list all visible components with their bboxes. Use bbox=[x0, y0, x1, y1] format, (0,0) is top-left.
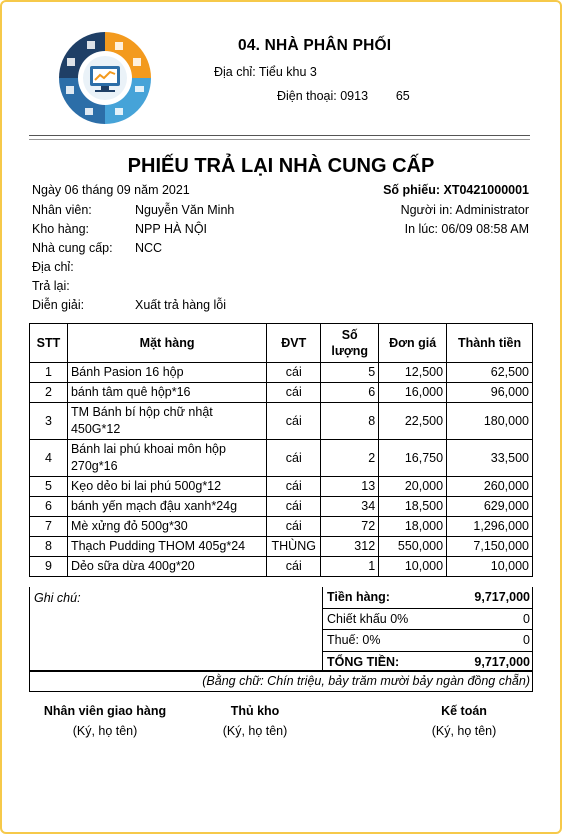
cell-qty: 312 bbox=[321, 537, 379, 557]
cell-unit: THÙNG bbox=[267, 537, 321, 557]
table-row bbox=[30, 557, 533, 577]
tax-value: 0 bbox=[523, 633, 530, 647]
summary-section bbox=[29, 587, 533, 671]
cell-qty: 8 bbox=[321, 403, 379, 440]
cell-unit: cái bbox=[267, 557, 321, 577]
table-header-row bbox=[30, 324, 533, 363]
cell-price: 18,500 bbox=[379, 497, 447, 517]
col-header-price: Đơn giá bbox=[379, 324, 447, 363]
cell-qty: 5 bbox=[321, 363, 379, 383]
grand-total-row bbox=[322, 652, 532, 673]
signature-title: Nhân viên giao hàng bbox=[43, 704, 167, 718]
cell-stt: 7 bbox=[30, 517, 68, 537]
cell-unit: cái bbox=[267, 363, 321, 383]
cell-amount: 33,500 bbox=[447, 440, 533, 477]
discount-label: Chiết khấu 0% bbox=[327, 611, 409, 626]
cell-item: Thạch Pudding THOM 405g*24 bbox=[67, 537, 266, 557]
signature-warehouse bbox=[195, 704, 315, 738]
cell-item: Dẻo sữa dừa 400g*20 bbox=[67, 557, 266, 577]
divider bbox=[29, 139, 530, 140]
cell-unit: cái bbox=[267, 517, 321, 537]
field-label: Trả lại: bbox=[32, 279, 70, 293]
field-label: Nhà cung cấp: bbox=[32, 241, 113, 255]
cell-stt: 3 bbox=[30, 403, 68, 440]
cell-price: 22,500 bbox=[379, 403, 447, 440]
signature-hint: (Ký, họ tên) bbox=[431, 724, 497, 738]
cell-qty: 72 bbox=[321, 517, 379, 537]
cell-amount: 96,000 bbox=[447, 383, 533, 403]
cell-item: bánh tâm quê hộp*16 bbox=[67, 383, 266, 403]
cell-unit: cái bbox=[267, 383, 321, 403]
cell-price: 12,500 bbox=[379, 363, 447, 383]
document-title: PHIẾU TRẢ LẠI NHÀ CUNG CẤP bbox=[127, 155, 435, 177]
discount-row bbox=[322, 609, 532, 631]
company-address: Địa chỉ: Tiểu khu 3 bbox=[214, 65, 317, 79]
goods-total-label: Tiền hàng: bbox=[327, 590, 390, 604]
field-label: Kho hàng: bbox=[32, 222, 89, 236]
field-label: Địa chỉ: bbox=[32, 260, 74, 274]
tax-label: Thuế: 0% bbox=[327, 633, 381, 647]
cell-item: Kẹo dẻo bi lai phú 500g*12 bbox=[67, 477, 266, 497]
cell-stt: 8 bbox=[30, 537, 68, 557]
cell-item: Bánh lai phú khoai môn hộp 270g*16 bbox=[67, 440, 266, 477]
company-phone: Điện thoại: 0913 65 bbox=[277, 89, 410, 103]
cell-stt: 6 bbox=[30, 497, 68, 517]
cell-qty: 34 bbox=[321, 497, 379, 517]
cell-item: bánh yến mạch đậu xanh*24g bbox=[67, 497, 266, 517]
note-label: Ghi chú: bbox=[34, 591, 81, 605]
cell-amount: 260,000 bbox=[447, 477, 533, 497]
cell-unit: cái bbox=[267, 497, 321, 517]
cell-item: Bánh Pasion 16 hộp bbox=[67, 363, 266, 383]
cell-amount: 10,000 bbox=[447, 557, 533, 577]
divider bbox=[29, 135, 530, 136]
table-row bbox=[30, 403, 533, 440]
company-name: 04. NHÀ PHÂN PHỐI bbox=[238, 37, 392, 54]
cell-qty: 1 bbox=[321, 557, 379, 577]
signature-title: Kế toán bbox=[441, 704, 487, 718]
cell-amount: 62,500 bbox=[447, 363, 533, 383]
table-row bbox=[30, 363, 533, 383]
col-header-item: Mặt hàng bbox=[67, 324, 266, 363]
signature-accountant bbox=[404, 704, 524, 738]
printed-by: Người in: Administrator bbox=[400, 203, 529, 217]
field-label: Nhân viên: bbox=[32, 203, 92, 217]
table-row bbox=[30, 477, 533, 497]
cell-price: 16,000 bbox=[379, 383, 447, 403]
signature-delivery bbox=[30, 704, 180, 738]
cell-unit: cái bbox=[267, 403, 321, 440]
field-value: NCC bbox=[135, 241, 163, 255]
table-row bbox=[30, 440, 533, 477]
date-line: Ngày 06 tháng 09 năm 2021 bbox=[32, 183, 190, 197]
col-header-qty: Số lượng bbox=[321, 324, 379, 363]
document-number: Số phiếu: XT0421000001 bbox=[383, 183, 529, 197]
amount-in-words: (Bằng chữ: Chín triệu, bảy trăm mười bảy ngàn đồng chẵn) bbox=[29, 671, 533, 692]
field-value: Nguyễn Văn Minh bbox=[135, 203, 235, 217]
cell-item: TM Bánh bí hộp chữ nhật 450G*12 bbox=[67, 403, 266, 440]
cell-unit: cái bbox=[267, 440, 321, 477]
cell-amount: 1,296,000 bbox=[447, 517, 533, 537]
col-header-amount: Thành tiền bbox=[447, 324, 533, 363]
company-logo bbox=[55, 28, 155, 128]
signature-title: Thủ kho bbox=[230, 704, 280, 718]
cell-price: 10,000 bbox=[379, 557, 447, 577]
field-label: Diễn giải: bbox=[32, 298, 85, 312]
signature-hint: (Ký, họ tên) bbox=[222, 724, 288, 738]
goods-total-row bbox=[322, 587, 532, 609]
cell-amount: 180,000 bbox=[447, 403, 533, 440]
cell-price: 20,000 bbox=[379, 477, 447, 497]
col-header-unit: ĐVT bbox=[267, 324, 321, 363]
cell-amount: 7,150,000 bbox=[447, 537, 533, 557]
cell-stt: 5 bbox=[30, 477, 68, 497]
goods-total-value: 9,717,000 bbox=[474, 590, 530, 604]
field-value: NPP HÀ NỘI bbox=[135, 222, 208, 236]
cell-price: 18,000 bbox=[379, 517, 447, 537]
cell-qty: 6 bbox=[321, 383, 379, 403]
table-row bbox=[30, 383, 533, 403]
printed-at: In lúc: 06/09 08:58 AM bbox=[404, 222, 529, 236]
field-value: Xuất trả hàng lỗi bbox=[135, 298, 227, 312]
cell-stt: 4 bbox=[30, 440, 68, 477]
table-row bbox=[30, 517, 533, 537]
cell-qty: 2 bbox=[321, 440, 379, 477]
cell-price: 16,750 bbox=[379, 440, 447, 477]
cell-stt: 1 bbox=[30, 363, 68, 383]
totals-box bbox=[322, 587, 532, 672]
table-row bbox=[30, 497, 533, 517]
cell-item: Mè xửng đỏ 500g*30 bbox=[67, 517, 266, 537]
cell-stt: 9 bbox=[30, 557, 68, 577]
grand-total-label: TỔNG TIỀN: bbox=[327, 654, 400, 669]
items-table bbox=[29, 323, 533, 577]
cell-amount: 629,000 bbox=[447, 497, 533, 517]
table-row bbox=[30, 537, 533, 557]
cell-stt: 2 bbox=[30, 383, 68, 403]
discount-value: 0 bbox=[523, 611, 530, 626]
cell-price: 550,000 bbox=[379, 537, 447, 557]
cell-unit: cái bbox=[267, 477, 321, 497]
tax-row bbox=[322, 630, 532, 652]
grand-total-value: 9,717,000 bbox=[474, 654, 530, 669]
cell-qty: 13 bbox=[321, 477, 379, 497]
signature-hint: (Ký, họ tên) bbox=[72, 724, 138, 738]
col-header-stt: STT bbox=[30, 324, 68, 363]
